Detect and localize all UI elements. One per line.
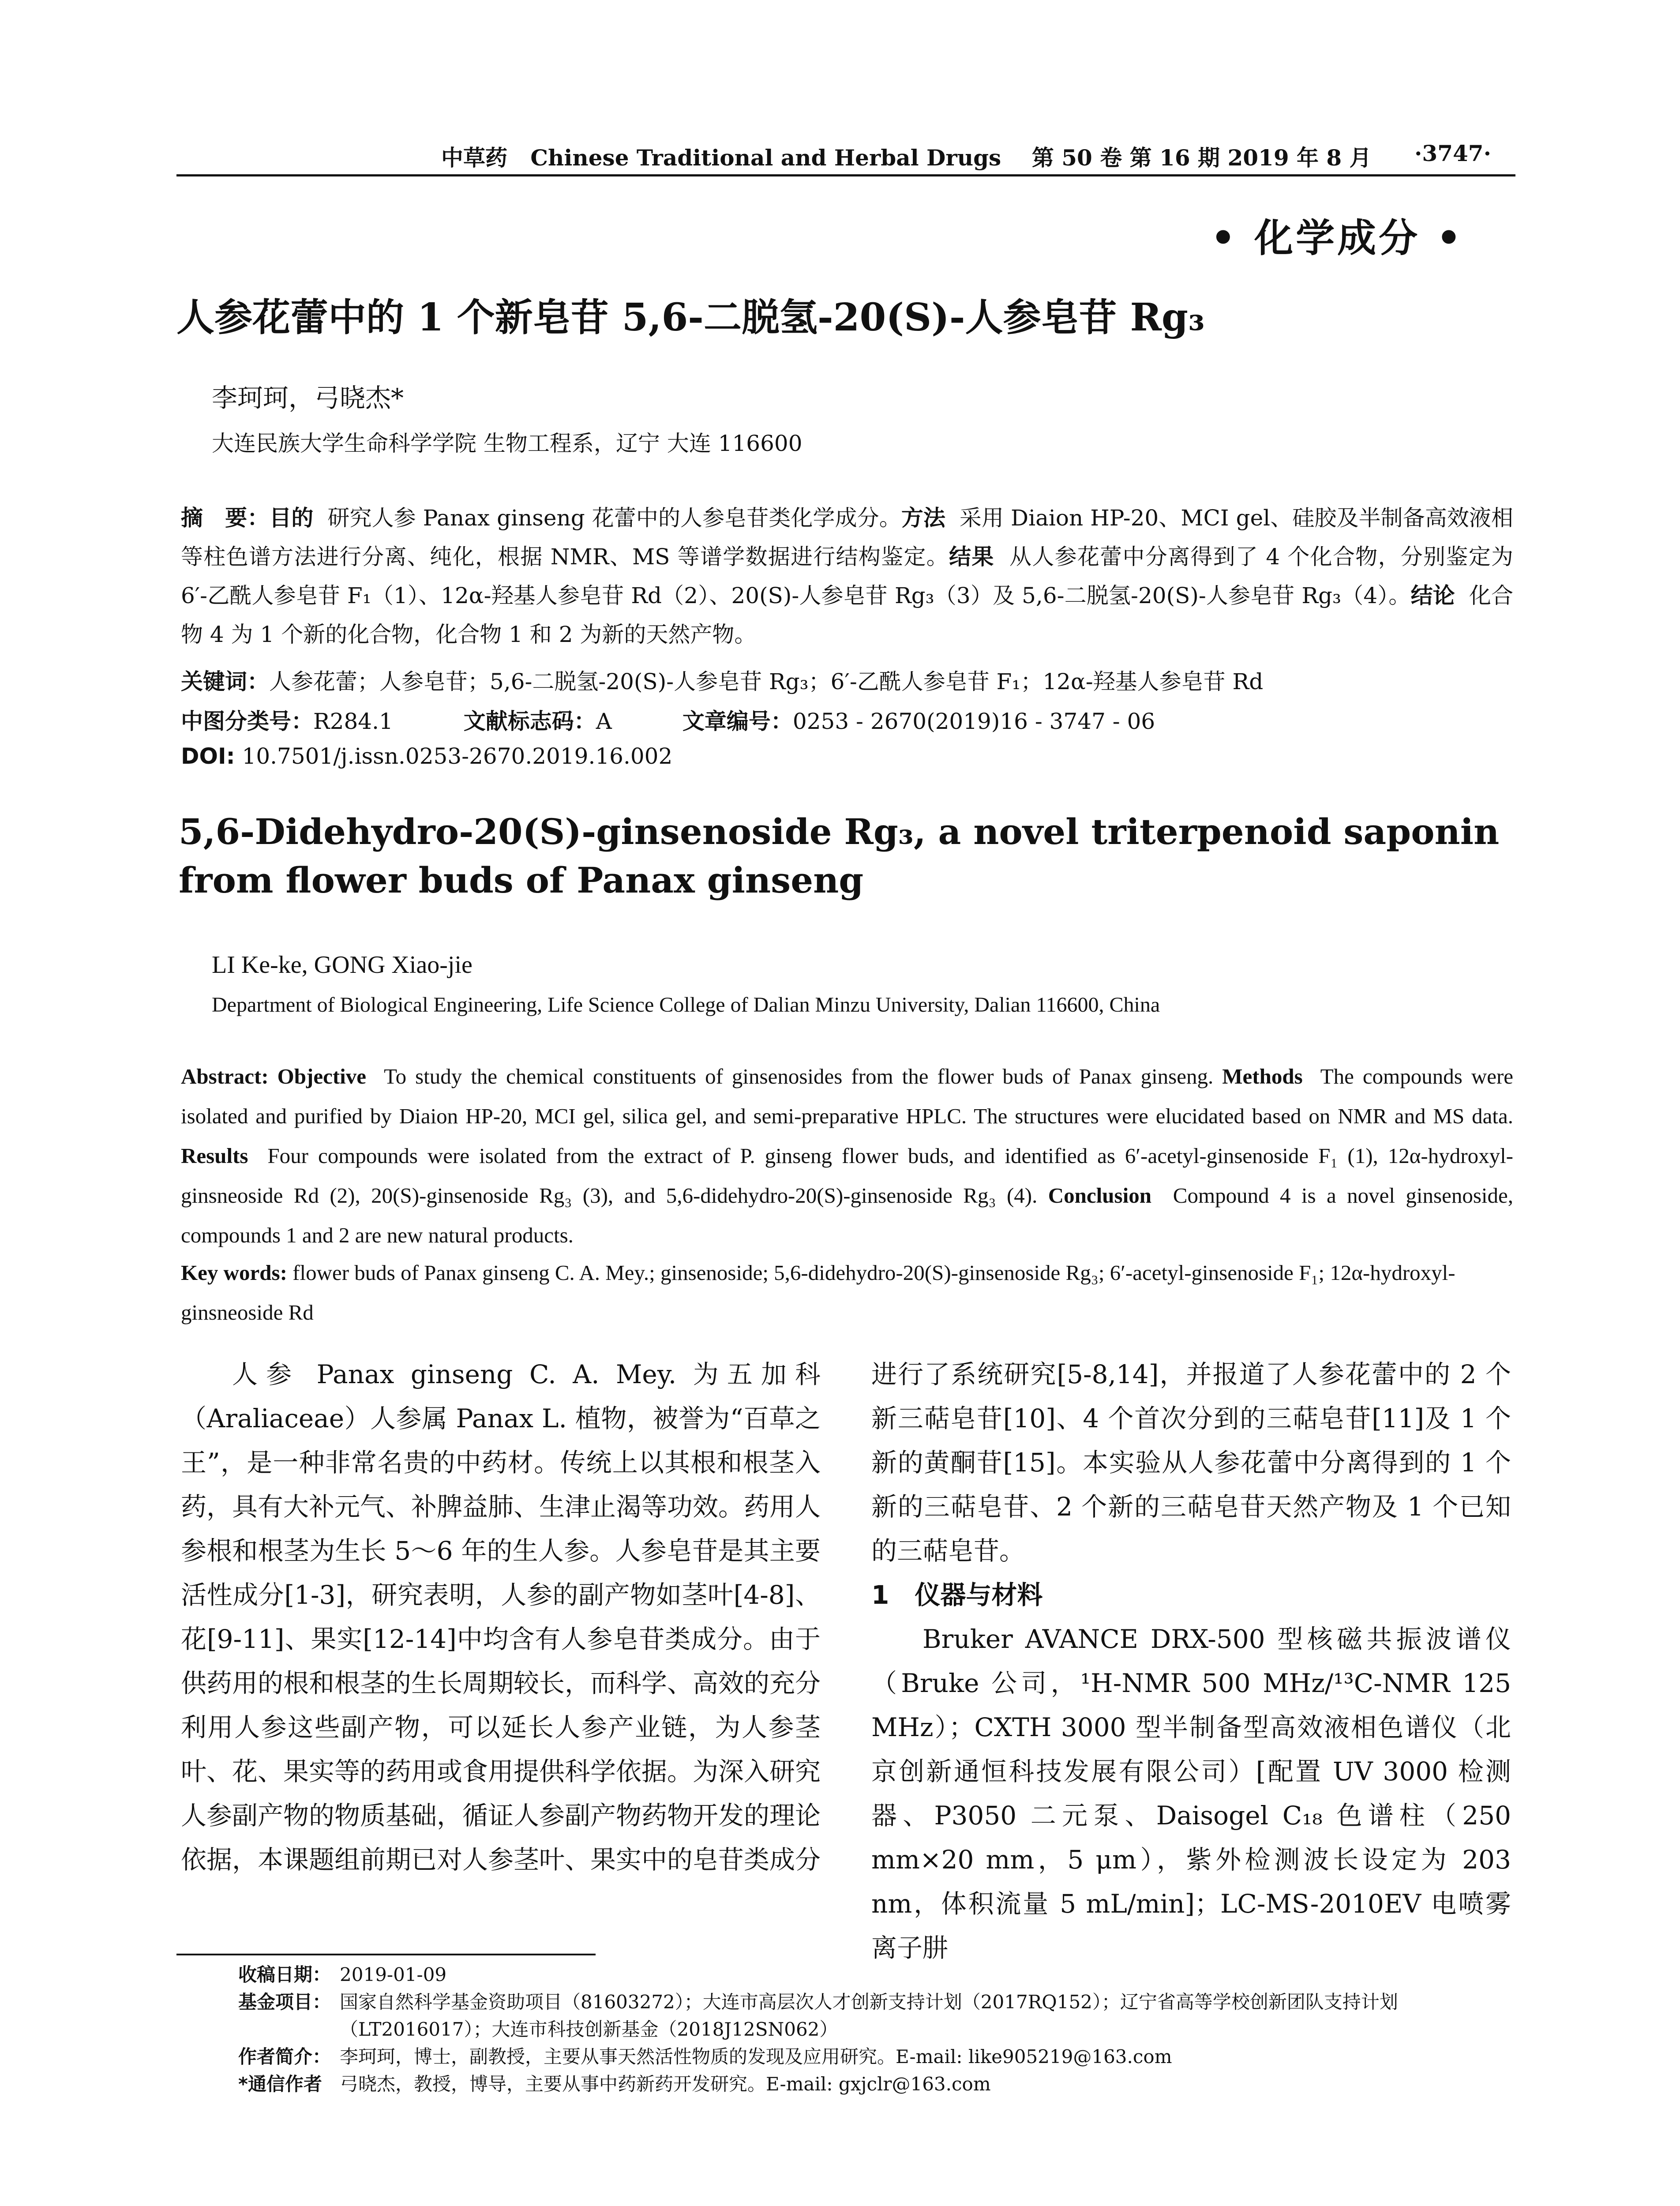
footnote-rule — [176, 1954, 596, 1955]
header-rule — [176, 174, 1515, 176]
clc-label: 中图分类号： — [181, 709, 313, 734]
cn-results-label: 结果 — [949, 544, 994, 570]
en-keywords-label: Key words: — [181, 1261, 287, 1285]
header-journal — [441, 140, 1372, 172]
cn-methods-label: 方法 — [901, 505, 945, 531]
en-conclusion-label: Conclusion — [1048, 1183, 1151, 1208]
footnote-author-bio — [238, 2043, 1518, 2071]
footnote-label: *通信作者 — [238, 2073, 322, 2095]
section1-heading: 1 仪器与材料 — [871, 1580, 1043, 1610]
footnote-funding — [238, 1988, 1518, 2043]
footnotes — [238, 1961, 1518, 2098]
issue-info: 第 50 卷 第 16 期 2019 年 8 月 — [1031, 145, 1372, 171]
footnote-received — [238, 1961, 1518, 1988]
cn-keywords-label: 关键词： — [181, 669, 269, 694]
section-label: • 化学成分 • — [1211, 215, 1464, 261]
doi-value: 10.7501/j.issn.0253-2670.2019.16.002 — [242, 743, 673, 769]
cn-classification — [181, 704, 1155, 735]
cn-conclusion-label: 结论 — [1410, 583, 1455, 608]
footnote-text: 国家自然科学基金资助项目（81603272）；大连市高层次人才创新支持计划（2017RQ152）；辽宁省高等学校创新团队支持计划（LT2016017）；大连市科技创新基金（2018J12SN062） — [340, 1991, 1398, 2040]
en-keywords — [181, 1253, 1513, 1332]
footnote-label: 收稿日期： — [238, 1964, 331, 1985]
en-abstract — [181, 1057, 1513, 1255]
cn-methods: 采用 Diaion HP-20、MCI gel、硅胶及半制备高效液相等柱色谱方法进行分离、纯化，根据 NMR、MS 等谱学数据进行结构鉴定。 — [181, 505, 1514, 570]
cn-authors: 李珂珂，弓晓杰* — [212, 383, 404, 413]
en-conclusion: Compound 4 is a novel ginsenoside, compounds 1 and 2 are new natural products. — [181, 1183, 1514, 1247]
footnote-text: 弓晓杰，教授，博导，主要从事中药新药开发研究。E-mail: gxjclr@163.com — [340, 2073, 991, 2095]
page-number: ·3747· — [1414, 140, 1491, 166]
running-header — [176, 140, 1500, 176]
en-methods: The compounds were isolated and purified by Diaion HP-20, MCI gel, silica gel, and semi-preparative HPLC. The structures were elucidated based on NMR and MS data. — [181, 1064, 1514, 1128]
en-results: Four compounds were isolated from the extract of P. ginseng flower buds, and identified as 6′-acetyl-ginsenoside F₁ (1), 12α-hydroxyl-ginsneoside Rd (2), 20(S)-ginsenoside Rg₃ (3), and 5,6-didehydro-20(S)-ginsenoside Rg₃ (4). — [181, 1144, 1513, 1208]
en-title: 5,6-Didehydro-20(S)-ginsenoside Rg₃, a novel triterpenoid saponin from flower buds of Panax ginseng — [179, 811, 1500, 901]
cn-title: 人参花蕾中的 1 个新皂苷 5,6-二脱氢-20(S)-人参皂苷 Rg₃ — [176, 295, 1205, 340]
cn-affiliation: 大连民族大学生命科学学院 生物工程系，辽宁 大连 116600 — [212, 431, 802, 456]
cn-keywords — [181, 664, 1263, 696]
footnote-label: 作者简介： — [238, 2046, 331, 2067]
en-methods-label: Methods — [1222, 1064, 1303, 1088]
footnote-text: 李珂珂，博士，副教授，主要从事天然活性物质的发现及应用研究。E-mail: like905219@163.com — [340, 2046, 1172, 2067]
en-results-label: Results — [181, 1144, 248, 1168]
body-right-column — [871, 1352, 1511, 1970]
doc-code-value: A — [596, 709, 612, 734]
doi-line — [181, 743, 672, 769]
doc-code-label: 文献标志码： — [463, 709, 596, 734]
cn-objective-label: 目的 — [269, 505, 314, 531]
en-abstract-label: Abstract: — [181, 1064, 269, 1088]
journal-name-cn: 中草药 — [441, 145, 507, 171]
en-affiliation: Department of Biological Engineering, Life Science College of Dalian Minzu University, Dalian 116600, China — [212, 993, 1160, 1017]
footnote-label: 基金项目： — [238, 1991, 331, 2013]
journal-name-en: Chinese Traditional and Herbal Drugs — [530, 145, 1001, 171]
article-no-label: 文章编号： — [682, 709, 793, 734]
footnote-corresponding — [238, 2071, 1518, 2098]
cn-results: 从人参花蕾中分离得到了 4 个化合物，分别鉴定为 6′-乙酰人参皂苷 F₁（1）、12α-羟基人参皂苷 Rd（2）、20(S)-人参皂苷 Rg₃（3）及 5,6-二脱氢-20(S)-人参皂苷 Rg₃（4）。 — [181, 544, 1513, 608]
intro-paragraph: 人参 Panax ginseng C. A. Mey. 为五加科（Araliaceae）人参属 Panax L. 植物，被誉为“百草之王”，是一种非常名贵的中药材。传统上以其根和根茎入药，具有大补元气、补脾益肺、生津止渴等功效。药用人参根和根茎为生长 5～6 年的生人参。人参皂苷是其主要活性成分[1-3]，研究表明，人参的副产物如茎叶[4-8]、花[9-11]、果实[12-14]中均含有人参皂苷类成分。由于供药用的根和根茎的生长周期较长，而科学、高效的充分利用人参这些副产物，可以延长人参产业链，为人参茎叶、花、果实等的药用或食用提供科学依据。为深入研究人参副产物的物质基础，循证人参副产物药物开发的理论依据，本课题组前期已对人参茎叶、果实中的皂苷类成分 — [181, 1359, 821, 1875]
en-keywords-text: flower buds of Panax ginseng C. A. Mey.; ginsenoside; 5,6-didehydro-20(S)-ginsenoside Rg₃; 6′-acetyl-ginsenoside F₁; 12α-hydroxyl-ginsneoside Rd — [181, 1261, 1455, 1324]
cn-conclusion: 化合物 4 为 1 个新的化合物，化合物 1 和 2 为新的天然产物。 — [181, 583, 1514, 647]
cn-abstract — [181, 499, 1513, 654]
en-objective: To study the chemical constituents of ginsenosides from the flower buds of Panax ginseng. — [384, 1064, 1214, 1088]
clc-value: R284.1 — [313, 709, 393, 734]
cn-objective: 研究人参 Panax ginseng 花蕾中的人参皂苷类化学成分。 — [327, 505, 901, 531]
en-authors: LI Ke-ke, GONG Xiao-jie — [212, 951, 472, 979]
body-left-column — [181, 1352, 821, 1882]
en-objective-label: Objective — [277, 1064, 367, 1088]
article-no-value: 0253 - 2670(2019)16 - 3747 - 06 — [792, 709, 1155, 734]
footnote-text: 2019-01-09 — [340, 1964, 447, 1985]
cn-keywords-text: 人参花蕾；人参皂苷；5,6-二脱氢-20(S)-人参皂苷 Rg₃；6′-乙酰人参皂苷 F₁；12α-羟基人参皂苷 Rd — [269, 669, 1264, 694]
instruments-paragraph: Bruker AVANCE DRX-500 型核磁共振波谱仪（Bruke 公司，¹H-NMR 500 MHz/¹³C-NMR 125 MHz）；CXTH 3000 型半制备型高效液相色谱仪（北京创新通恒科技发展有限公司）[配置 UV 3000 检测器、P3050 二元泵、Daisogel C₁₈ 色谱柱（250 mm×20 mm，5 μm），紫外检测波长设定为 203 nm，体积流量 5 mL/min]；LC-MS-2010EV 电喷雾离子肼 — [871, 1624, 1511, 1963]
cn-abstract-label: 摘 要： — [181, 505, 270, 531]
doi-label: DOI: — [181, 743, 235, 769]
intro-continued-paragraph: 进行了系统研究[5-8,14]，并报道了人参花蕾中的 2 个新三萜皂苷[10]、4 个首次分到的三萜皂苷[11]及 1 个新的黄酮苷[15]。本实验从人参花蕾中分离得到的 1 个新的三萜皂苷、2 个新的三萜皂苷天然产物及 1 个已知的三萜皂苷。 — [871, 1359, 1511, 1566]
